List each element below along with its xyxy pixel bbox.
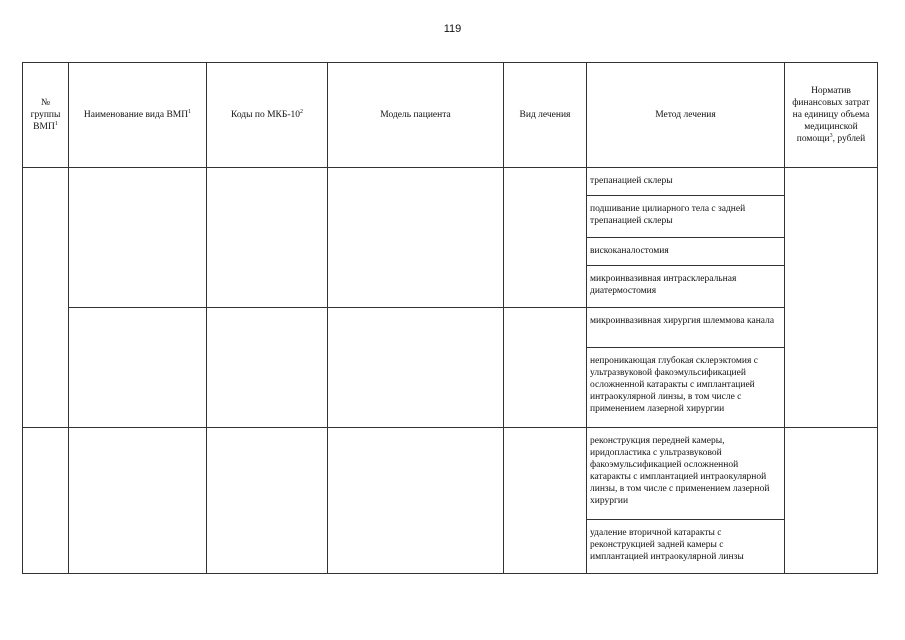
header-patient-model-text: Модель пациента <box>380 110 451 120</box>
page-number: 119 <box>443 23 462 35</box>
header-cost-norm-unit: , рублей <box>832 134 866 144</box>
header-vmp-name-footnote: 1 <box>188 108 192 115</box>
header-group-number-text: № группы ВМП <box>30 98 61 132</box>
cell-vmp-name <box>69 168 207 308</box>
header-vmp-name <box>69 63 207 168</box>
method-cell: непроникающая глубокая склерэктомия с ультразвуковой факоэмульсификацией осложненной катаракты с имплантацией интраокулярной линзы, в том числе с применением лазерной хирургии <box>587 348 785 428</box>
method-cell: удаление вторичной катаракты с реконструкцией задней камеры с имплантацией интраокулярной линзы <box>587 520 785 574</box>
header-group-number <box>23 63 69 168</box>
vmp-table <box>22 62 878 574</box>
header-treatment-method <box>587 63 785 168</box>
cell-icd-codes <box>207 308 328 428</box>
cell-patient-model <box>328 308 504 428</box>
cell-patient-model <box>328 428 504 574</box>
cell-group-number <box>23 428 69 574</box>
cell-icd-codes <box>207 168 328 308</box>
cell-cost-norm <box>785 168 878 428</box>
method-cell: подшивание цилиарного тела с задней трепанацией склеры <box>587 196 785 238</box>
header-patient-model <box>328 63 504 168</box>
method-cell: микроинвазивная хирургия шлеммова канала <box>587 308 785 348</box>
table-row <box>23 168 878 196</box>
header-treatment-type-text: Вид лечения <box>519 110 571 120</box>
method-cell: трепанацией склеры <box>587 168 785 196</box>
header-vmp-name-text: Наименование вида ВМП <box>83 110 189 120</box>
header-treatment-method-text: Метод лечения <box>655 110 716 120</box>
method-cell: микроинвазивная интрасклеральная диатермостомия <box>587 266 785 308</box>
cell-vmp-name <box>69 428 207 574</box>
method-cell: вискоканалостомия <box>587 238 785 266</box>
cell-patient-model <box>328 168 504 308</box>
header-group-number-footnote: 1 <box>54 120 58 127</box>
header-icd-codes-text: Коды по МКБ-10 <box>230 110 301 120</box>
cell-group-number <box>23 168 69 428</box>
table-row <box>23 308 878 348</box>
cell-vmp-name <box>69 308 207 428</box>
table-row <box>23 428 878 520</box>
header-row <box>23 63 878 168</box>
cell-treatment-type <box>504 428 587 574</box>
header-cost-norm-text: Норматив финансовых затрат на единицу объема медицинской помощи <box>792 86 870 144</box>
method-cell: реконструкция передней камеры, иридопластика с ультразвуковой факоэмульсификацией осложненной катаракты с имплантацией интраокулярной линзы, в том числе с применением лазерной хирургии <box>587 428 785 520</box>
cell-cost-norm <box>785 428 878 574</box>
header-icd-codes <box>207 63 328 168</box>
cell-treatment-type <box>504 308 587 428</box>
header-icd-codes-footnote: 2 <box>300 108 304 115</box>
header-treatment-type <box>504 63 587 168</box>
cell-treatment-type <box>504 168 587 308</box>
cell-icd-codes <box>207 428 328 574</box>
header-cost-norm <box>785 63 878 168</box>
header-cost-norm-footnote: 3 <box>829 132 833 139</box>
